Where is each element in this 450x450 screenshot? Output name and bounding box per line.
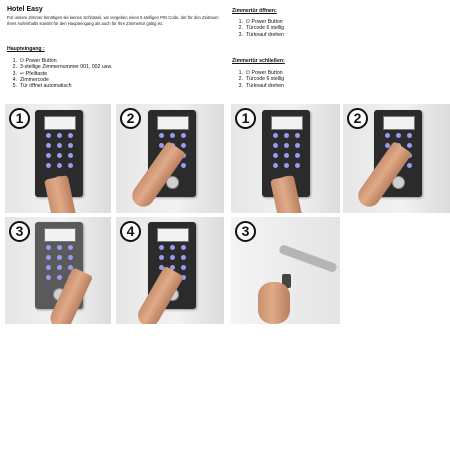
keypad-key	[407, 143, 412, 148]
keypad-key	[407, 163, 412, 168]
keypad-key	[170, 245, 175, 250]
photo-step-1	[5, 104, 111, 213]
step-number-badge: 1	[235, 108, 256, 129]
photo-step-2	[116, 104, 224, 213]
step-number-badge: 4	[120, 221, 141, 242]
keypad-key	[46, 163, 51, 168]
keypad-key	[284, 133, 289, 138]
main-entrance-heading: Haupteingang :	[7, 46, 45, 52]
keypad-key	[57, 143, 62, 148]
keypad-key	[170, 133, 175, 138]
keypad-key	[295, 153, 300, 158]
keypad-key	[57, 255, 62, 260]
step-number-badge: 2	[120, 108, 141, 129]
keypad-key	[407, 133, 412, 138]
hand	[258, 282, 290, 324]
keypad-key	[57, 265, 62, 270]
keypad-key	[46, 153, 51, 158]
photo-step-3	[5, 217, 111, 324]
keypad-key	[57, 133, 62, 138]
step-item: 5. Tür öffnet automatisch	[12, 83, 72, 90]
keypad-key	[57, 153, 62, 158]
step-item: 3. Türknauf drehen	[238, 31, 285, 38]
keypad-key	[284, 163, 289, 168]
keypad-key	[181, 143, 186, 148]
photo-room-step-3	[231, 217, 340, 324]
keypad-key	[57, 163, 62, 168]
keypad-key	[181, 245, 186, 250]
keypad-key	[57, 275, 62, 280]
step-item: 2. Türcode 6 stellig	[238, 25, 285, 32]
step-item: 3. Türknauf drehen	[238, 82, 285, 89]
keypad-key	[385, 133, 390, 138]
keypad-key	[273, 163, 278, 168]
step-number-badge: 3	[235, 221, 256, 242]
keypad-key	[57, 245, 62, 250]
keypad-key	[295, 133, 300, 138]
keypad-key	[170, 255, 175, 260]
keypad-key	[68, 255, 73, 260]
keypad-key	[68, 163, 73, 168]
keypad-key	[284, 143, 289, 148]
keypad-key	[181, 133, 186, 138]
keypad-key	[68, 245, 73, 250]
photo-room-step-2	[343, 104, 450, 213]
page-title: Hotel Easy	[7, 6, 43, 13]
step-number-badge: 1	[9, 108, 30, 129]
keypad-key	[273, 153, 278, 158]
main-entrance-steps	[5, 58, 112, 89]
keypad-key	[284, 153, 289, 158]
room-open-steps	[231, 19, 284, 38]
keypad-key	[159, 255, 164, 260]
step-item: 3. ↵ Pfeiltaste	[12, 70, 48, 77]
keypad-key	[68, 143, 73, 148]
step-item: 4. Zimmercode	[12, 76, 49, 83]
keypad-key	[181, 265, 186, 270]
keypad-key	[68, 133, 73, 138]
keypad-key	[295, 143, 300, 148]
keypad-key	[181, 163, 186, 168]
photo-step-4	[116, 217, 224, 324]
photo-room-step-1	[231, 104, 340, 213]
keypad-key	[46, 245, 51, 250]
keypad-key	[68, 153, 73, 158]
keypad-key	[46, 265, 51, 270]
step-item: 2. 3-stellige Zimmernummer 001, 002 usw.	[12, 64, 113, 71]
intro-text: Für unsere Zimmer benötigen sie keinen Schlüssel, wir vergeben einen 6 stelligen PIN Code, der für den Zeitraum Ihres Aufenthalts sowohl für den Haupteingang als auch für Ihre Zimmertür gültig ist.	[7, 15, 219, 27]
step-item: 2. Türcode 6 stellig	[238, 76, 285, 83]
keypad-key	[273, 143, 278, 148]
keypad-key	[159, 245, 164, 250]
keypad-key	[181, 255, 186, 260]
step-number-badge: 3	[9, 221, 30, 242]
keypad-key	[46, 255, 51, 260]
keypad-key	[46, 275, 51, 280]
step-item: 1. ⏻ Power Button	[238, 70, 283, 76]
room-close-heading: Zimmertür schließen:	[232, 58, 285, 64]
room-open-heading: Zimmertür öffnen:	[232, 8, 277, 14]
step-item: 1. ⏻ Power Button	[12, 58, 57, 64]
keypad-key	[46, 143, 51, 148]
keypad-key	[273, 133, 278, 138]
keypad-key	[396, 133, 401, 138]
keypad-key	[46, 133, 51, 138]
keypad-key	[159, 133, 164, 138]
step-item: 1. ⏻ Power Button	[238, 19, 283, 25]
room-close-steps	[231, 70, 284, 89]
keypad-key	[295, 163, 300, 168]
step-number-badge: 2	[347, 108, 368, 129]
